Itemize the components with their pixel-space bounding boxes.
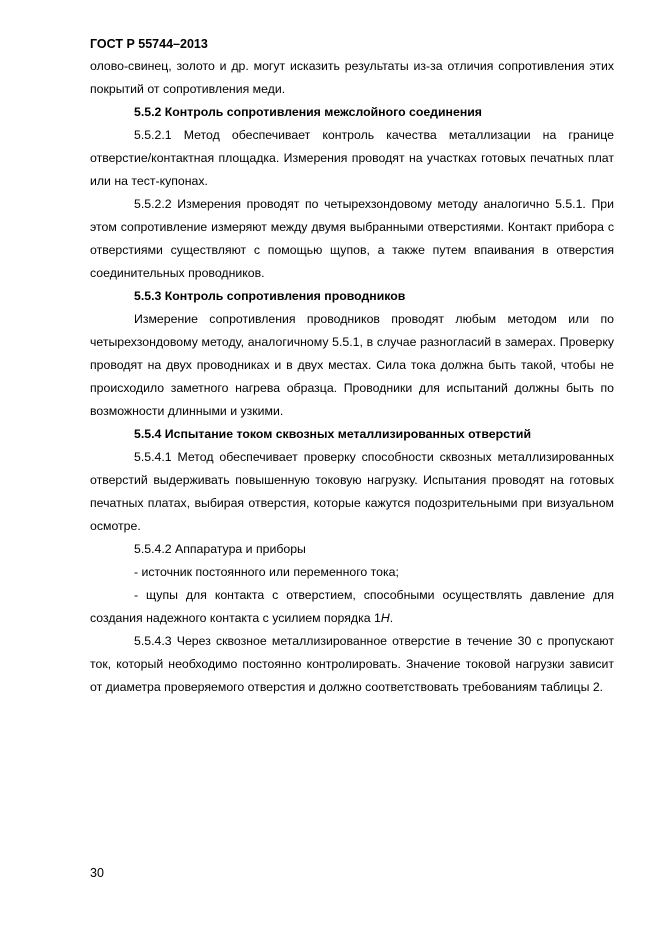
list-item-probes: [90, 584, 614, 630]
paragraph-5-5-4-1: 5.5.4.1 Метод обеспечивает проверку способности сквозных металлизированных отверстий выдерживать повышенную токовую нагрузку. Испытания проводят на готовых печатных платах, выбирая отверстия, которые кажутся подозрительными при визуальном осмотре.: [90, 450, 614, 533]
paragraph-5-5-3: Измерение сопротивления проводников проводят любым методом или по четырехзондовому методу, аналогичному 5.5.1, в случае разногласий в замерах. Проверку проводят на двух проводниках и в двух местах. Сила тока должна быть такой, чтобы не происходило заметного нагрева образца. Проводники для испытаний должны быть по возможности длинными и узкими.: [90, 312, 614, 418]
probes-end: .: [389, 611, 394, 625]
paragraph-5-5-2-2: 5.5.2.2 Измерения проводят по четырехзондовому методу аналогично 5.5.1. При этом сопротивление измеряют между двумя выбранными отверстиями. Контакт прибора с отверстиями существляют с помощью щупов, а также путем впаивания в отверстия соединительных проводников.: [90, 197, 614, 280]
paragraph-5-5-4-3: 5.5.4.3 Через сквозное металлизированное отверстие в течение 30 с пропускают ток, который необходимо постоянно контролировать. Значение токовой нагрузки зависит от диаметра проверяемого отверстия и должно соответствовать требованиям таблицы 2.: [90, 634, 614, 694]
force-unit: Н: [380, 611, 390, 625]
paragraph-continuation: олово-свинец, золото и др. могут исказить результаты из-за отличия сопротивления этих покрытий от сопротивления меди.: [90, 59, 614, 96]
paragraph-5-5-2-1: 5.5.2.1 Метод обеспечивает контроль качества металлизации на границе отверстие/контактная площадка. Измерения проводят на участках готовых печатных плат или на тест-купонах.: [90, 128, 614, 188]
section-heading-5-5-3: 5.5.3 Контроль сопротивления проводников: [134, 289, 406, 303]
paragraph-5-5-4-2: 5.5.4.2 Аппаратура и приборы: [134, 542, 306, 556]
page-number: 30: [90, 866, 104, 880]
probes-text: - щупы для контакта с отверстием, способными осуществлять давление для создания надежного контакта с усилием порядка 1: [90, 588, 614, 625]
section-heading-5-5-2: 5.5.2 Контроль сопротивления межслойного соединения: [134, 105, 482, 119]
section-heading-5-5-4: 5.5.4 Испытание током сквозных металлизированных отверстий: [134, 427, 532, 441]
document-page: [90, 37, 614, 699]
list-item-power-source: - источник постоянного или переменного тока;: [134, 565, 399, 579]
document-header: ГОСТ Р 55744–2013: [90, 37, 208, 51]
